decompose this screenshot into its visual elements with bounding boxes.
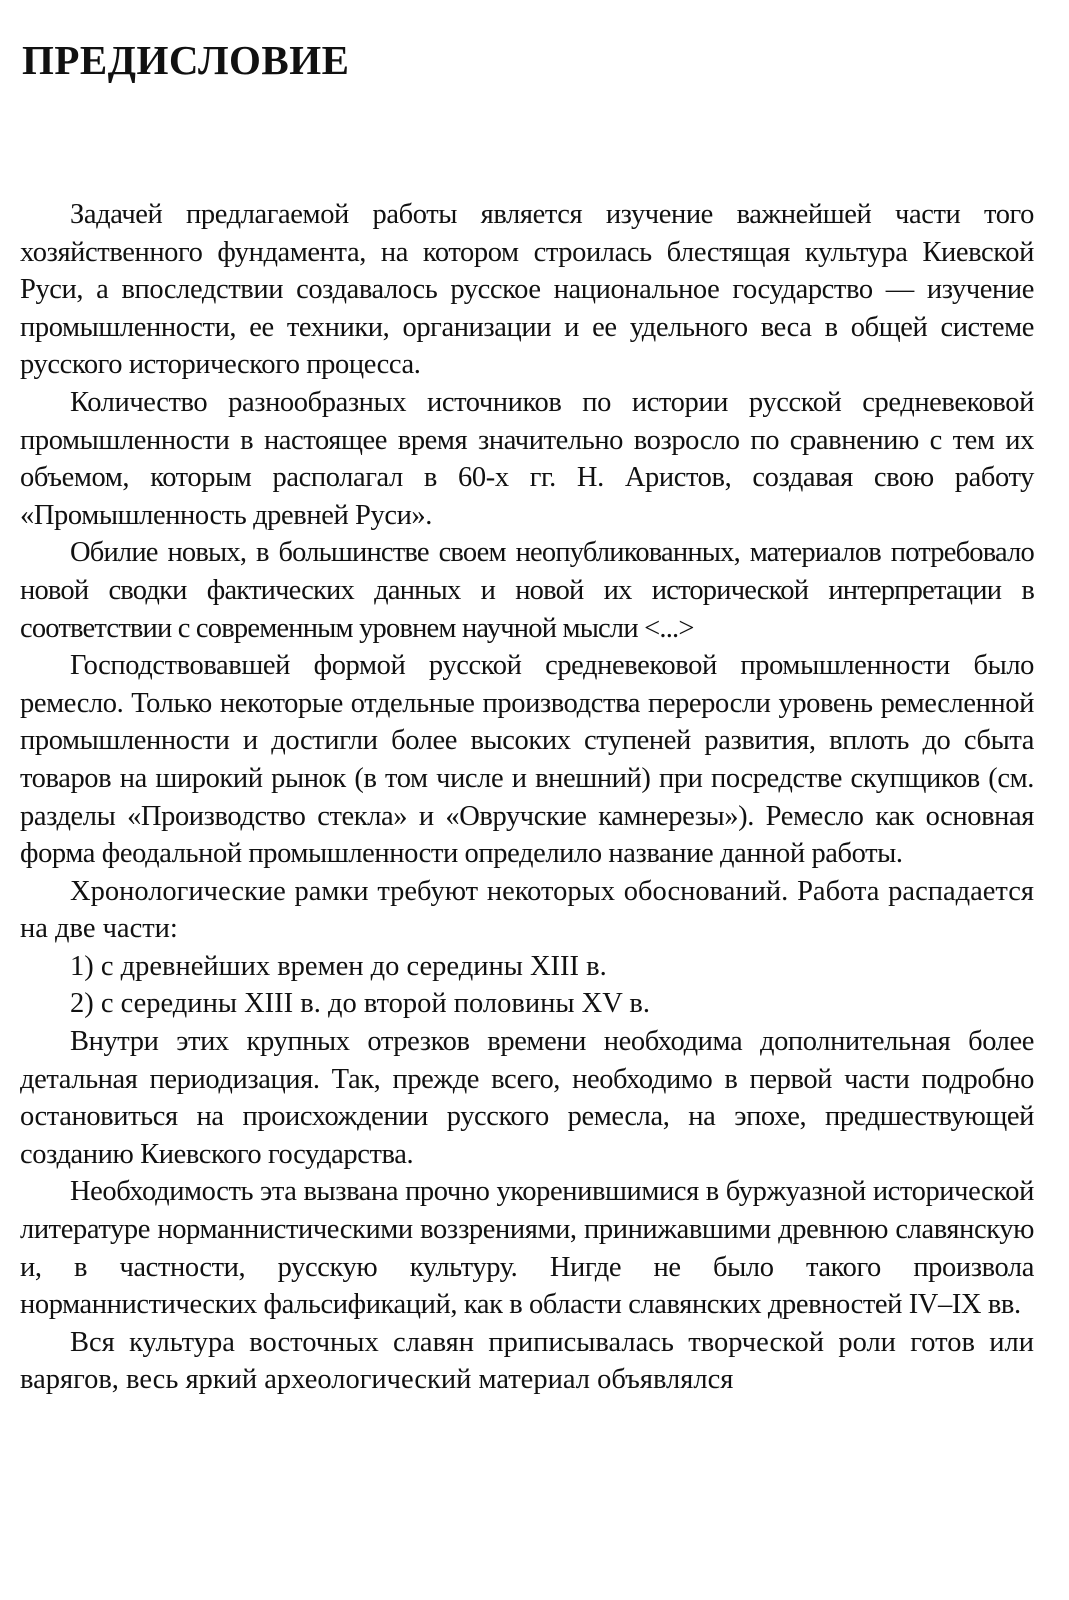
list-item-1: 1) с древнейших времен до середины XIII в.	[70, 950, 607, 982]
paragraph-2: Количество разнообразных источников по истории русской средневековой промышленности в настоящее время значительно возросло по сравнению с тем их объемом, которым располагал в 60-х гг. Н. Аристов, создавая свою работу «Промышленность древней Руси».	[20, 386, 1034, 531]
paragraph-3: Обилие новых, в большинстве своем неопубликованных, материалов потребовало новой сводки фактических данных и новой их исторической интерпретации в соответствии с современным уровнем научной мысли <...>	[20, 537, 1034, 644]
page-title: ПРЕДИСЛОВИЕ	[22, 37, 350, 83]
paragraph-4: Господствовавшей формой русской средневековой промышленности было ремесло. Только некоторые отдельные производства переросли уровень ремесленной промышленности и достигли более высоких ступеней развития, вплоть до сбыта товаров на широкий рынок (в том числе и внешний) при посредстве скупщиков (см. разделы «Производство стекла» и «Овручские камнерезы»). Ремесло как основная форма феодальной промышленности определило название данной работы.	[20, 650, 1034, 870]
paragraph-6: Внутри этих крупных отрезков времени необходима дополнительная более детальная периодизация. Так, прежде всего, необходимо в первой части подробно остановиться на происхождении русского ремесла, на эпохе, предшествующей созданию Киевского государства.	[20, 1026, 1034, 1170]
paragraph-1: Задачей предлагаемой работы является изучение важнейшей части того хозяйственного фундамента, на котором строилась блестящая культура Киевской Руси, а впоследствии создавалось русское национальное государство — изучение промышленности, ее техники, организации и ее удельного веса в общей системе русского исторического процесса.	[20, 199, 1034, 381]
paragraph-8: Вся культура восточных славян приписывалась творческой роли готов или варягов, весь яркий археологический материал объявлялся	[20, 1326, 1034, 1396]
paragraph-7: Необходимость эта вызвана прочно укоренившимися в буржуазной исторической литературе норманнистическими воззрениями, принижавшими древнюю славянскую и, в частности, русскую культуру. Нигде не было такого произвола норманнистических фальсификаций, как в области славянских древностей IV–IX вв.	[20, 1176, 1034, 1321]
body-text	[20, 196, 1034, 1399]
list-item-2: 2) с середины XIII в. до второй половины XV в.	[70, 988, 650, 1020]
paragraph-5: Хронологические рамки требуют некоторых обоснований. Работа распадается на две части:	[20, 875, 1034, 945]
